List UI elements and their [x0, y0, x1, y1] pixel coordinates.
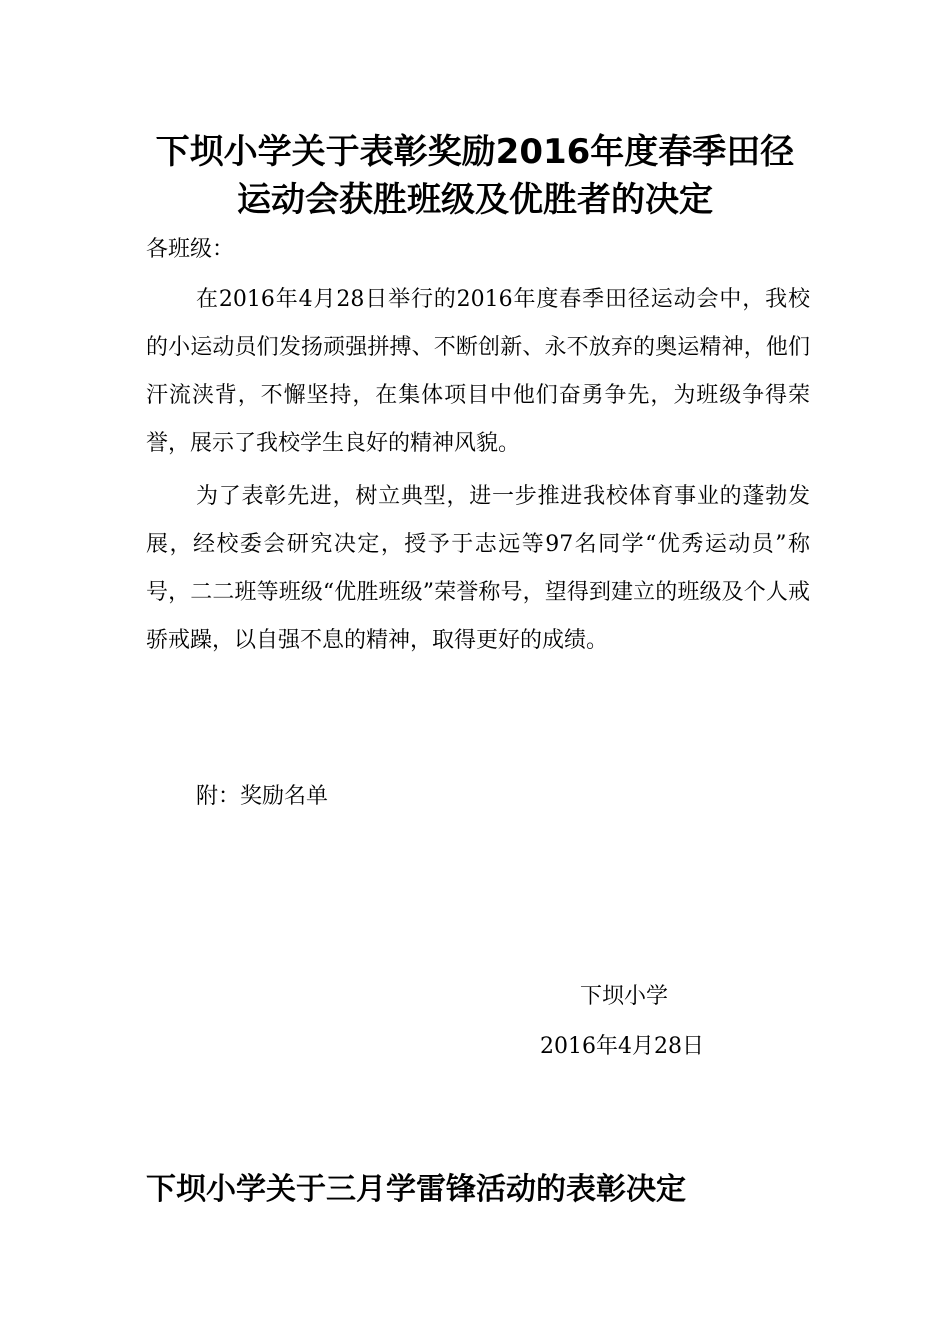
salutation: 各班级：: [146, 237, 235, 262]
signature-school-name: 下坝小学: [580, 984, 669, 1009]
signature-date: 2016年4月28日: [540, 1034, 704, 1059]
body-paragraph-2: 为了表彰先进，树立典型，进一步推进我校体育事业的蓬勃发展，经校委会研究决定，授予于志远等97名同学“优秀运动员”称号，二二班等班级“优胜班级”荣誉称号，望得到建立的班级及个人戒骄戒躁，以自强不息的精神，取得更好的成绩。: [146, 484, 810, 653]
body-paragraph-1: 在2016年4月28日举行的2016年度春季田径运动会中，我校的小运动员们发扬顽强拼搏、不断创新、永不放弃的奥运精神，他们汗流浃背，不懈坚持，在集体项目中他们奋勇争先，为班级争得荣誉，展示了我校学生良好的精神风貌。: [146, 287, 810, 456]
attachment-note: 附：奖励名单: [196, 784, 329, 809]
next-document-title: 下坝小学关于三月学雷锋活动的表彰决定: [146, 1172, 686, 1207]
document-title-line-2: 运动会获胜班级及优胜者的决定: [237, 180, 713, 220]
document-title-line-1: 下坝小学关于表彰奖励2016年度春季田径: [155, 132, 795, 172]
